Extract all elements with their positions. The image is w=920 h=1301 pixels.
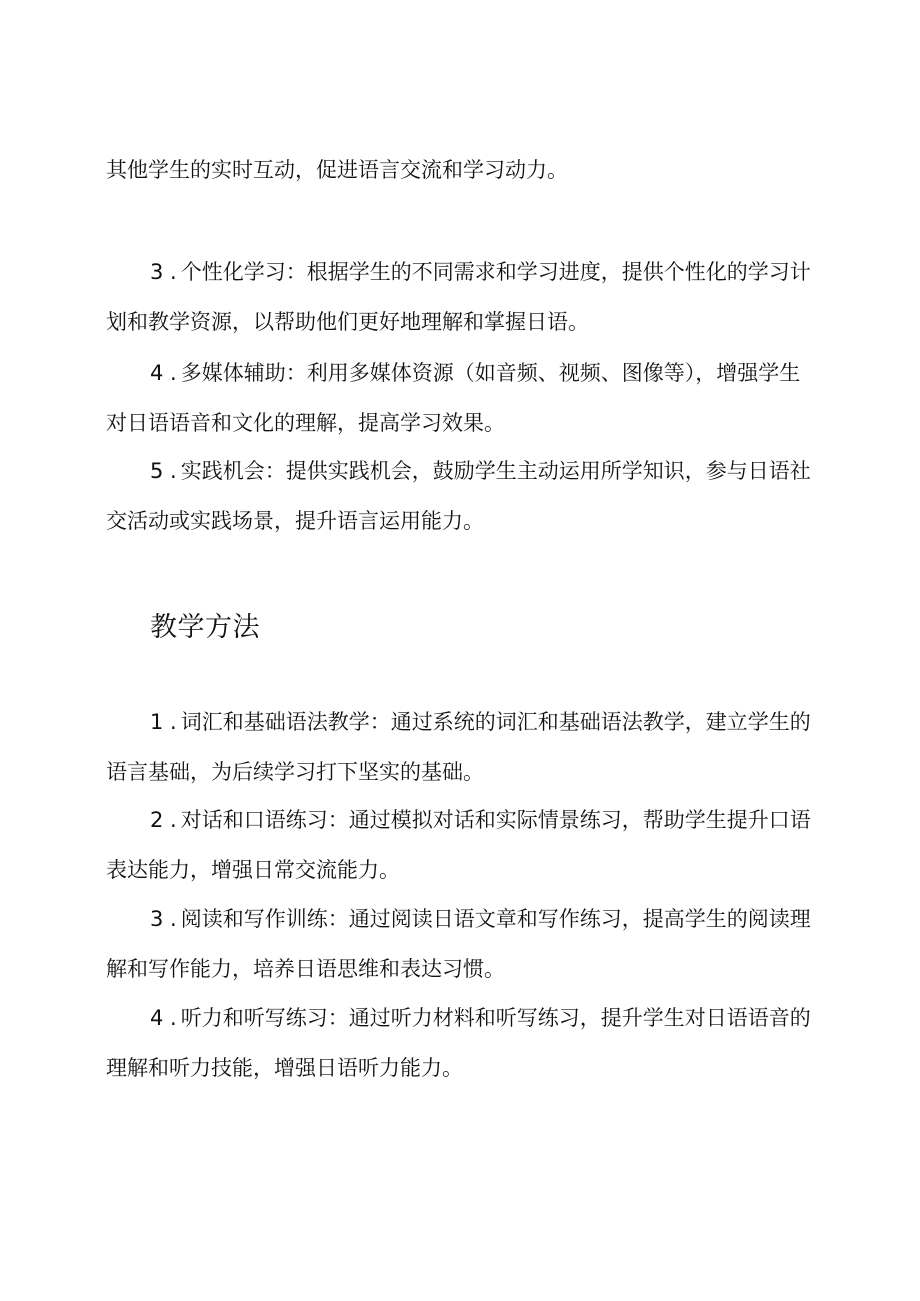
- item-text: 多媒体辅助：利用多媒体资源（如音频、视频、图像等），增强学生对日语语音和文化的理解，提高学习效果。: [106, 361, 801, 435]
- item-text: 个性化学习：根据学生的不同需求和学习进度，提供个性化的学习计划和教学资源，以帮助他们更好地理解和掌握日语。: [106, 260, 811, 334]
- paragraph-text: 其他学生的实时互动，促进语言交流和学习动力。: [106, 158, 568, 182]
- feature-item-4: [106, 348, 821, 448]
- method-item-2: [106, 795, 821, 895]
- method-item-1: [106, 697, 821, 797]
- item-text: 对话和口语练习：通过模拟对话和实际情景练习，帮助学生提升口语表达能力，增强日常交流能力。: [106, 808, 811, 882]
- item-number: 5 .: [150, 459, 177, 483]
- item-number: 2 .: [150, 808, 177, 832]
- item-number: 4 .: [150, 1006, 177, 1030]
- feature-item-3: [106, 247, 821, 347]
- method-item-3: [106, 894, 821, 994]
- item-number: 3 .: [150, 260, 177, 284]
- item-text: 阅读和写作训练：通过阅读日语文章和写作练习，提高学生的阅读理解和写作能力，培养日语思维和表达习惯。: [106, 907, 811, 981]
- item-number: 3 .: [150, 907, 177, 931]
- item-text: 实践机会：提供实践机会，鼓励学生主动运用所学知识，参与日语社交活动或实践场景，提升语言运用能力。: [106, 459, 811, 533]
- feature-item-5: [106, 446, 821, 546]
- item-number: 4 .: [150, 361, 177, 385]
- continued-paragraph: [106, 145, 821, 195]
- section-heading: 教学方法: [150, 612, 260, 643]
- item-text: 词汇和基础语法教学：通过系统的词汇和基础语法教学，建立学生的语言基础，为后续学习打下坚实的基础。: [106, 710, 811, 784]
- method-item-4: [106, 993, 821, 1093]
- item-text: 听力和听写练习：通过听力材料和听写练习，提升学生对日语语音的理解和听力技能，增强日语听力能力。: [106, 1006, 811, 1080]
- item-number: 1 .: [150, 710, 177, 734]
